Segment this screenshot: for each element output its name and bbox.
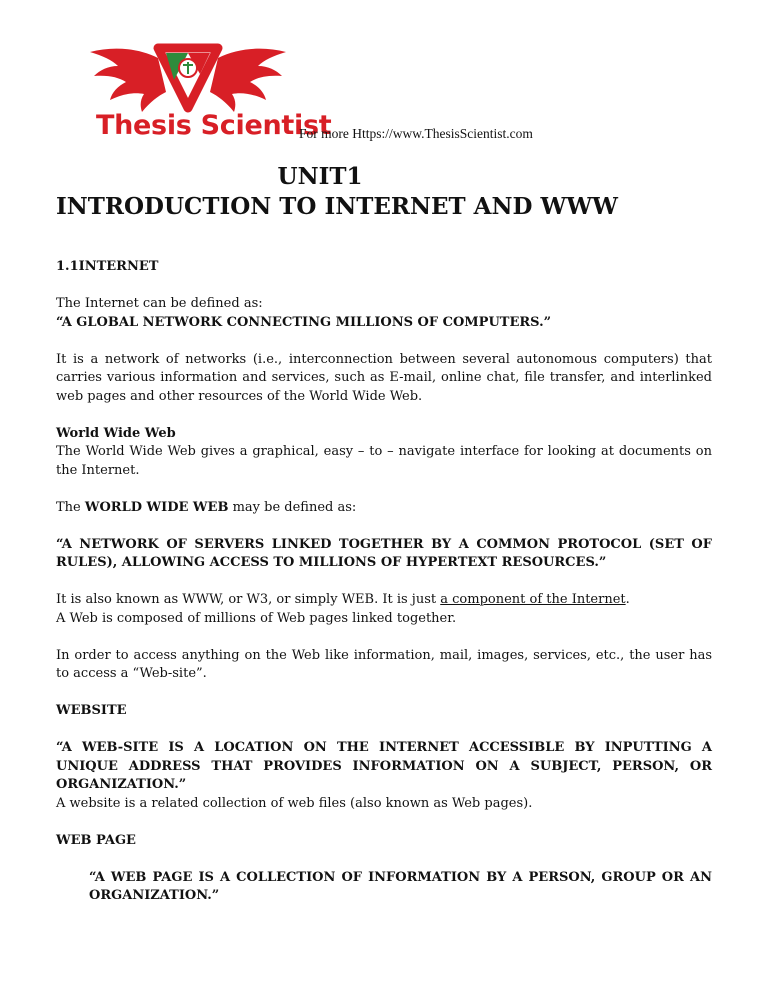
internet-definition: “A GLOBAL NETWORK CONNECTING MILLIONS OF COMPUTERS.”	[56, 314, 552, 330]
webpage-definition: “A WEB PAGE IS A COLLECTION OF INFORMATION BY A PERSON, GROUP OR AN ORGANIZATION.”	[89, 869, 712, 903]
www-defined-suffix: may be defined as:	[228, 499, 357, 515]
internet-heading: 1.1INTERNET	[56, 259, 159, 274]
www-heading: World Wide Web	[56, 425, 176, 441]
page-title: INTRODUCTION TO INTERNET AND WWW	[56, 193, 618, 220]
internet-component-link[interactable]: a component of the Internet	[440, 592, 626, 607]
internet-intro: The Internet can be defined as:	[56, 296, 263, 311]
www-paragraph: The World Wide Web gives a graphical, easy – to – navigate interface for looking at documents on the Internet.	[56, 444, 712, 478]
unit-label: UNIT1	[277, 163, 363, 190]
internet-paragraph: It is a network of networks (i.e., interconnection between several autonomous computers) that carries various information and services, such as E-mail, online chat, file transfer, and interlinked web pages and other resources of the World Wide Web.	[56, 351, 712, 404]
www-defined-term: WORLD WIDE WEB	[84, 499, 229, 515]
page-header	[0, 0, 768, 150]
document-body	[56, 258, 712, 906]
website-definition: “A WEB-SITE IS A LOCATION ON THE INTERNET ACCESSIBLE BY INPUTTING A UNIQUE ADDRESS THAT PROVIDES INFORMATION ON A SUBJECT, PERSON, OR ORGANIZATION.”	[56, 740, 712, 792]
www-composed: A Web is composed of millions of Web pages linked together.	[56, 610, 457, 626]
www-defined-prefix: The	[56, 499, 85, 515]
www-defined-line	[56, 499, 712, 518]
www-known-prefix: It is also known as WWW, or W3, or simply WEB. It is just	[56, 592, 441, 607]
www-known-line	[56, 591, 712, 610]
brand-name: Thesis Scientist	[96, 110, 332, 141]
www-access: In order to access anything on the Web like information, mail, images, services, etc., the user has to access a “Web-site”.	[56, 647, 712, 681]
webpage-heading: WEB PAGE	[56, 832, 136, 848]
website-heading: WEBSITE	[56, 703, 127, 718]
website-reference: For more Https://www.ThesisScientist.com	[299, 126, 533, 141]
website-paragraph: A website is a related collection of web files (also known as Web pages).	[56, 795, 533, 811]
www-definition: “A NETWORK OF SERVERS LINKED TOGETHER BY A COMMON PROTOCOL (SET OF RULES), ALLOWING ACCESS TO MILLIONS OF HYPERTEXT RESOURCES.”	[56, 536, 712, 570]
www-known-suffix: .	[625, 592, 630, 607]
